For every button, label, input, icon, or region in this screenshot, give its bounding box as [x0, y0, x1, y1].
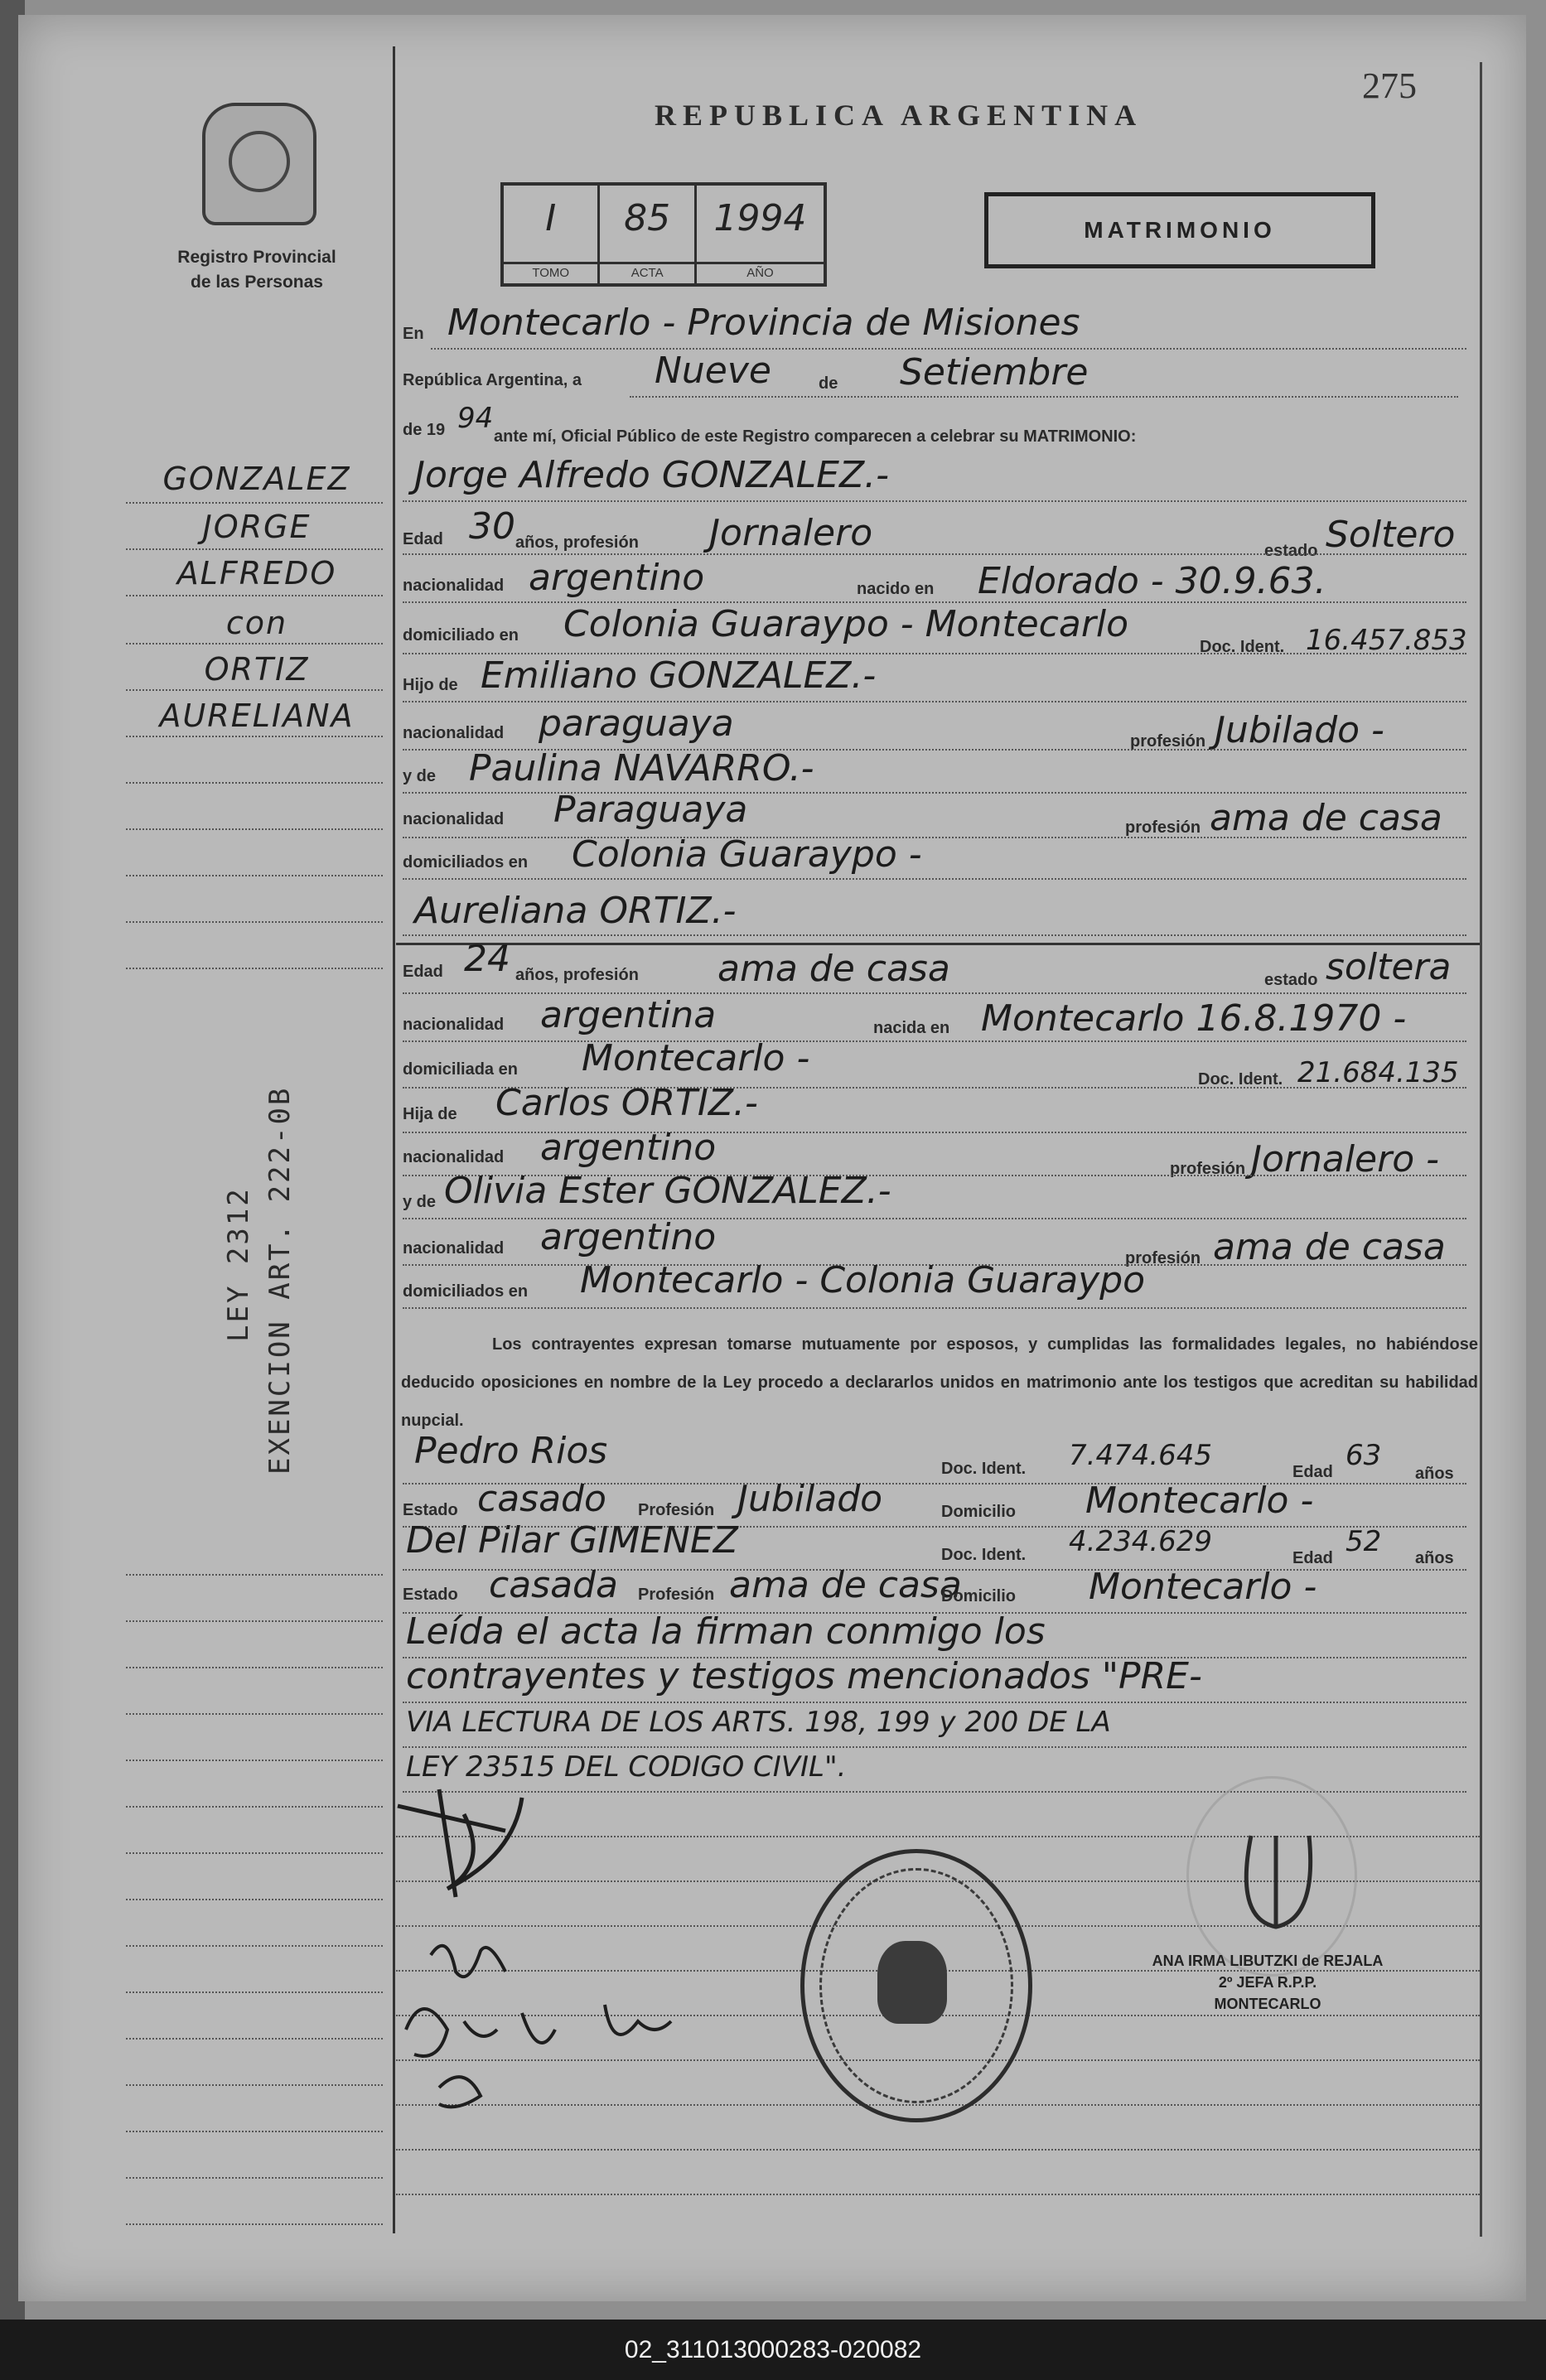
declaration-text: Los contrayentes expresan tomarse mutuamente por esposos, y cumplidas las formalidades legales, no habiéndose deducido oposiciones en nombre de la Ley procedo a declararlos unidos en matrimonio ante los testigos que acreditan su habilidad nupcial.: [401, 1335, 1478, 1430]
profesion-label: profesión: [1125, 818, 1201, 837]
estado-label: estado: [1264, 542, 1318, 560]
doc-label: Doc. Ident.: [941, 1460, 1027, 1478]
bride-father: Carlos ORTIZ.-: [495, 1082, 758, 1124]
en-label: En: [403, 325, 424, 343]
acta-value: 85: [624, 197, 671, 239]
year-suffix: 94: [457, 402, 494, 435]
ley-stamp: LEY 2312: [222, 1186, 255, 1342]
bride-profession: ama de casa: [717, 948, 950, 990]
yde-label: y de: [403, 767, 437, 785]
profesion-label: profesión: [1130, 732, 1206, 751]
margin-rule-line: [126, 1899, 383, 1900]
bride-parents-address: Montecarlo - Colonia Guaraypo: [580, 1259, 1146, 1301]
margin-rule-line: [126, 1620, 383, 1622]
closing-line-1: Leída el acta la firman conmigo los: [406, 1610, 1046, 1653]
profesion-label: profesión: [1125, 1249, 1201, 1267]
exencion-stamp: EXENCION ART. 222-0B: [263, 1085, 297, 1475]
witness-2-name: Del Pilar GIMENEZ: [406, 1519, 738, 1562]
groom-age: 30: [469, 505, 515, 548]
profesion-label: Profesión: [638, 1501, 715, 1519]
groom-signature: [398, 1789, 522, 1897]
tomo-label: TOMO: [504, 262, 597, 280]
intro-text: ante mí, Oficial Público de este Registro comparecen a celebrar su MATRIMONIO:: [494, 427, 1137, 446]
bride-nationality: argentina: [540, 994, 717, 1036]
witness-1-doc: 7.474.645: [1069, 1439, 1213, 1472]
anios-profesion-label: años, profesión: [515, 966, 639, 984]
margin-name: JORGE: [202, 509, 312, 545]
official-place: MONTECARLO: [1214, 1996, 1321, 2012]
margin-rule-line: [126, 828, 383, 830]
bride-doc: 21.684.135: [1297, 1056, 1459, 1089]
year-prefix: de 19: [403, 421, 446, 439]
groom-parents-address: Colonia Guaraypo -: [572, 833, 922, 876]
margin-rule-line: [126, 1667, 383, 1668]
bride-address: Montecarlo -: [582, 1037, 810, 1079]
record-box: [500, 182, 827, 287]
bride-mother-profession: ama de casa: [1213, 1226, 1446, 1268]
day-value: Nueve: [655, 350, 771, 392]
estado-label: Estado: [403, 1586, 458, 1604]
tomo-cell: [504, 186, 600, 283]
rule: [403, 1702, 1466, 1703]
groom-profession: Jornalero: [709, 512, 873, 554]
closing-line-4: LEY 23515 DEL CODIGO CIVIL".: [406, 1750, 847, 1784]
de-label: de: [819, 374, 838, 393]
margin-rule-line: [126, 1945, 383, 1947]
margin-rule-line: [126, 502, 383, 504]
witness-2-signature: [439, 2077, 481, 2107]
groom-father: Emiliano GONZALEZ.-: [481, 654, 877, 697]
witness-2-doc: 4.234.629: [1069, 1525, 1213, 1558]
margin-rule-line: [126, 2131, 383, 2132]
margin-rule-line: [126, 2084, 383, 2086]
witness-2-marital-status: casada: [489, 1564, 618, 1606]
margin-rule-line: [126, 595, 383, 596]
footer-id: 02_311013000283-020082: [624, 2336, 922, 2363]
witness-1-name: Pedro Rios: [414, 1430, 608, 1472]
nacionalidad-label: nacionalidad: [403, 1148, 505, 1166]
bride-age: 24: [464, 938, 510, 980]
bride-mother-nationality: argentino: [540, 1216, 717, 1258]
anios-label: años: [1415, 1465, 1454, 1483]
groom-mother-nationality: Paraguaya: [553, 789, 748, 831]
acta-label: ACTA: [600, 262, 693, 280]
domicilio-label: domiciliado en: [403, 626, 519, 644]
groom-doc: 16.457.853: [1306, 624, 1467, 657]
registry-office-label: [133, 245, 381, 295]
margin-name: ALFREDO: [176, 555, 337, 591]
section-divider: [396, 943, 1480, 945]
official-name: ANA IRMA LIBUTZKI de REJALA: [1152, 1953, 1384, 1969]
doc-label: Doc. Ident.: [1198, 1070, 1283, 1089]
edad-label: Edad: [403, 530, 443, 548]
witness-2-address: Montecarlo -: [1089, 1566, 1317, 1608]
rule: [403, 878, 1466, 880]
groom-father-nationality: paraguaya: [539, 702, 734, 745]
domiciliados-label: domiciliados en: [403, 853, 529, 871]
witness-1-age: 63: [1346, 1439, 1382, 1472]
country-title: REPUBLICA ARGENTINA: [655, 99, 1143, 132]
rule: [630, 396, 1458, 398]
edad-label: Edad: [403, 963, 443, 981]
yde-label: y de: [403, 1193, 437, 1211]
margin-name: ORTIZ: [204, 651, 310, 688]
groom-marital-status: Soltero: [1326, 514, 1456, 556]
rule: [431, 348, 1466, 350]
anio-value: 1994: [713, 197, 807, 239]
margin-rule-line: [126, 921, 383, 923]
bride-father-nationality: argentino: [540, 1127, 717, 1169]
margin-rule-line: [126, 643, 383, 644]
witness-1-signature: [406, 2005, 671, 2056]
margin-rule-line: [126, 548, 383, 550]
domiciliados-label: domiciliados en: [403, 1282, 529, 1301]
right-rule: [1480, 62, 1482, 2237]
nacionalidad-label: nacionalidad: [403, 577, 505, 595]
rule: [396, 2149, 1480, 2151]
edad-label: Edad: [1292, 1549, 1333, 1567]
domicilio-label: Domicilio: [941, 1503, 1017, 1521]
doc-label: Doc. Ident.: [941, 1546, 1027, 1564]
rule: [403, 837, 1466, 838]
official-signature-stroke: [1246, 1836, 1310, 1927]
witness-1-address: Montecarlo -: [1085, 1480, 1314, 1522]
hijo-label: Hijo de: [403, 676, 458, 694]
margin-rule-line: [126, 2038, 383, 2040]
office-line-1: Registro Provincial: [177, 248, 336, 267]
profesion-label: profesión: [1170, 1160, 1246, 1178]
nacionalidad-label: nacionalidad: [403, 1016, 505, 1034]
rule: [403, 1746, 1466, 1748]
bride-name: Aureliana ORTIZ.-: [414, 890, 737, 932]
anio-cell: [697, 186, 824, 283]
domicilio-label: Domicilio: [941, 1587, 1017, 1605]
margin-rule-line: [126, 2177, 383, 2179]
nacionalidad-label: nacionalidad: [403, 1239, 505, 1258]
edad-label: Edad: [1292, 1463, 1333, 1481]
groom-mother: Paulina NAVARRO.-: [469, 747, 814, 789]
bride-birthplace: Montecarlo 16.8.1970 -: [981, 997, 1407, 1040]
margin-name: AURELIANA: [159, 698, 355, 734]
anios-profesion-label: años, profesión: [515, 533, 639, 552]
groom-name: Jorge Alfredo GONZALEZ.-: [414, 454, 889, 496]
official-name-block: [1085, 1950, 1450, 2015]
nacido-label: nacido en: [857, 580, 935, 598]
margin-rule-line: [126, 968, 383, 969]
rule: [396, 2194, 1480, 2195]
rule: [403, 553, 1466, 555]
domicilio-label: domiciliada en: [403, 1060, 518, 1079]
bride-signature: [431, 1946, 505, 1977]
margin-rule-line: [126, 1574, 383, 1576]
estado-label: Estado: [403, 1501, 458, 1519]
bride-marital-status: soltera: [1326, 946, 1452, 988]
closing-line-2: contrayentes y testigos mencionados "PRE-: [406, 1655, 1202, 1697]
closing-line-3: VIA LECTURA DE LOS ARTS. 198, 199 y 200 DE LA: [406, 1706, 1111, 1739]
nacionalidad-label: nacionalidad: [403, 810, 505, 828]
doc-label: Doc. Ident.: [1200, 638, 1285, 656]
anio-label: AÑO: [697, 262, 824, 280]
rule: [403, 1040, 1466, 1042]
rule: [403, 1307, 1466, 1309]
official-title: 2º JEFA R.P.P.: [1218, 1974, 1317, 1991]
margin-rule-line: [126, 2223, 383, 2225]
rule: [403, 500, 1466, 502]
official-signature: [1226, 1819, 1342, 1952]
groom-address: Colonia Guaraypo - Montecarlo: [563, 603, 1129, 645]
bride-mother: Olivia Ester GONZALEZ.-: [444, 1170, 891, 1212]
acta-cell: [600, 186, 696, 283]
margin-rule-line: [126, 1806, 383, 1808]
margin-rule-line: [126, 689, 383, 691]
margin-name: GONZALEZ: [162, 461, 351, 497]
margin-rule-line: [126, 736, 383, 737]
margin-rule-line: [126, 875, 383, 876]
hija-label: Hija de: [403, 1105, 457, 1123]
registry-stamp: [800, 1849, 1032, 2122]
office-line-2: de las Personas: [191, 273, 323, 292]
estado-label: estado: [1264, 971, 1318, 989]
groom-father-profession: Jubilado -: [1215, 709, 1384, 751]
nacionalidad-label: nacionalidad: [403, 724, 505, 742]
margin-rule-line: [126, 1852, 383, 1854]
witness-1-profession: Jubilado: [737, 1478, 883, 1520]
month-value: Setiembre: [900, 351, 1089, 393]
stamp-emblem: [877, 1941, 947, 2024]
coat-of-arms-seal: [202, 103, 316, 225]
margin-rule-line: [126, 782, 383, 784]
page-number: 275: [1362, 65, 1417, 106]
republica-label: República Argentina, a: [403, 371, 582, 389]
anios-label: años: [1415, 1549, 1454, 1567]
groom-nationality: argentino: [529, 557, 705, 599]
margin-rule-line: [126, 1760, 383, 1761]
rule: [403, 934, 1466, 936]
bride-father-profession: Jornalero -: [1251, 1138, 1440, 1180]
witness-1-marital-status: casado: [477, 1478, 606, 1520]
margin-rule-line: [126, 1713, 383, 1715]
groom-mother-profession: ama de casa: [1210, 797, 1442, 839]
profesion-label: Profesión: [638, 1586, 715, 1604]
act-type-box: MATRIMONIO: [984, 192, 1375, 268]
signatures: [389, 1781, 787, 2129]
groom-birthplace: Eldorado - 30.9.63.: [978, 560, 1326, 602]
margin-rule-line: [126, 1991, 383, 1993]
witness-2-profession: ama de casa: [729, 1564, 962, 1606]
witness-2-age: 52: [1346, 1525, 1382, 1558]
tomo-value: I: [545, 197, 557, 239]
place-value: Montecarlo - Provincia de Misiones: [447, 302, 1080, 344]
nacida-label: nacida en: [873, 1019, 950, 1037]
margin-name: con: [225, 605, 288, 641]
